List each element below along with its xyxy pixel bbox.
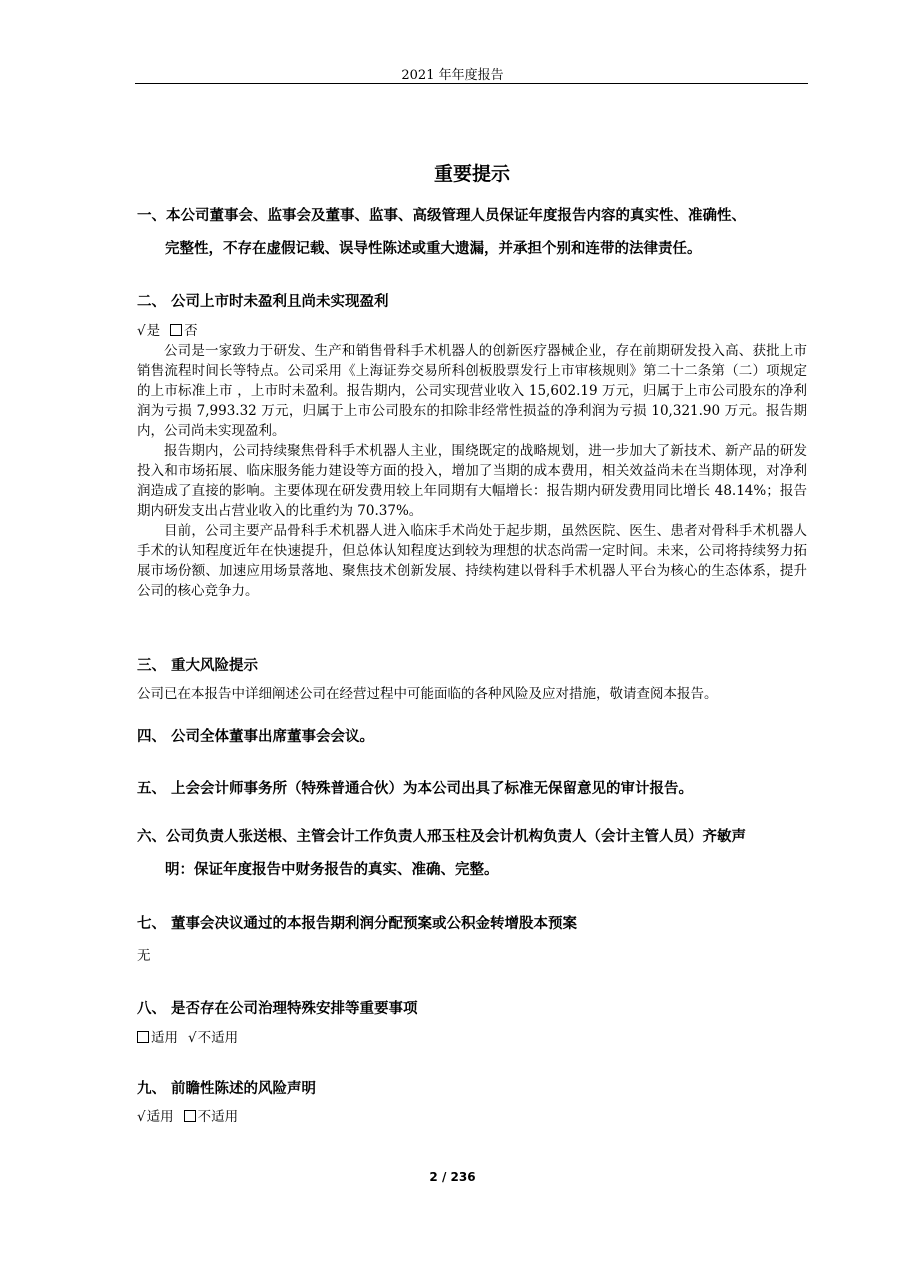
- page-number: 2 / 236: [429, 1170, 476, 1184]
- section-2-body: [137, 341, 807, 601]
- section-4-heading: 四、 公司全体董事出席董事会会议。: [137, 729, 375, 745]
- section-8-options: [137, 1028, 807, 1048]
- section-9-heading: 九、 前瞻性陈述的风险声明: [137, 1081, 317, 1097]
- applicable-label: 适用: [151, 1030, 178, 1046]
- page-header: 2021 年年度报告: [401, 68, 504, 83]
- section-1-heading-line2: 完整性，不存在虚假记载、误导性陈述或重大遗漏，并承担个别和连带的法律责任。: [165, 241, 702, 257]
- section-6-heading-line2: 明：保证年度报告中财务报告的真实、准确、完整。: [165, 862, 499, 878]
- section-3-text: 公司已在本报告中详细阐述公司在经营过程中可能面临的各种风险及应对措施，敬请查阅本报告。: [137, 686, 718, 702]
- check-mark-icon: √: [188, 1030, 197, 1046]
- checkbox-icon: [170, 324, 182, 336]
- check-mark-icon: √: [137, 1109, 146, 1125]
- applicable-label: 适用: [146, 1109, 174, 1125]
- checkbox-icon: [184, 1110, 196, 1122]
- checkbox-icon: [137, 1031, 149, 1043]
- check-mark-icon: √: [137, 323, 146, 339]
- section-9-options: [137, 1107, 807, 1127]
- section-8-heading: 八、 是否存在公司治理特殊安排等重要事项: [137, 1001, 418, 1017]
- section-7-text: 无: [137, 948, 151, 964]
- page-title: 重要提示: [433, 163, 510, 185]
- section-3-heading: 三、 重大风险提示: [137, 658, 259, 674]
- no-label: 否: [184, 323, 198, 339]
- section-6-heading-line1: 六、公司负责人张送根、主管会计工作负责人邢玉柱及会计机构负责人（会计主管人员）齐敏声: [137, 829, 746, 845]
- yes-label: 是: [146, 323, 161, 339]
- section-7-heading: 七、 董事会决议通过的本报告期利润分配预案或公积金转增股本预案: [137, 916, 578, 932]
- section-1: [137, 206, 807, 259]
- header-rule: [135, 83, 808, 84]
- section-5-heading: 五、 上会会计师事务所（特殊普通合伙）为本公司出具了标准无保留意见的审计报告。: [137, 781, 694, 797]
- not-applicable-label: 不适用: [197, 1030, 239, 1046]
- section-2-options: [137, 321, 807, 341]
- section-2-paragraph-2: 报告期内，公司持续聚焦骨科手术机器人主业，围绕既定的战略规划，进一步加大了新技术、新产品的研发投入和市场拓展、临床服务能力建设等方面的投入，增加了当期的成本费用，相关效益尚未在当期体现，对净利润造成了直接的影响。主要体现在研发费用较上年同期有大幅增长：报告期内研发费用同比增长 48.14%；报告期内研发支出占营业收入的比重约为 70.37%。: [137, 443, 807, 519]
- section-2-paragraph-3: 目前，公司主要产品骨科手术机器人进入临床手术尚处于起步期，虽然医院、医生、患者对骨科手术机器人手术的认知程度近年在快速提升，但总体认知程度达到较为理想的状态尚需一定时间。未来，公司将持续努力拓展市场份额、加速应用场景落地、聚焦技术创新发展、持续构建以骨科手术机器人平台为核心的生态体系，提升公司的核心竞争力。: [137, 523, 807, 599]
- not-applicable-label: 不适用: [197, 1109, 239, 1125]
- section-6: [137, 827, 807, 880]
- section-2-heading: 二、 公司上市时未盈利且尚未实现盈利: [137, 294, 389, 310]
- section-2-paragraph-1: 公司是一家致力于研发、生产和销售骨科手术机器人的创新医疗器械企业，存在前期研发投入高、获批上市销售流程时间长等特点。公司采用《上海证券交易所科创板股票发行上市审核规则》第二十二条第（二）项规定的上市标准上市 ，上市时未盈利。报告期内，公司实现营业收入 15,602.19 万元，归属于上市公司股东的净利润为亏损 7,993.32 万元，归属于上市公司股东的扣除非经常性损益的净利润为亏损 10,321.90 万元。报告期内，公司尚未实现盈利。: [137, 343, 807, 439]
- section-1-heading-line1: 一、本公司董事会、监事会及董事、监事、高级管理人员保证年度报告内容的真实性、准确性、: [137, 208, 746, 224]
